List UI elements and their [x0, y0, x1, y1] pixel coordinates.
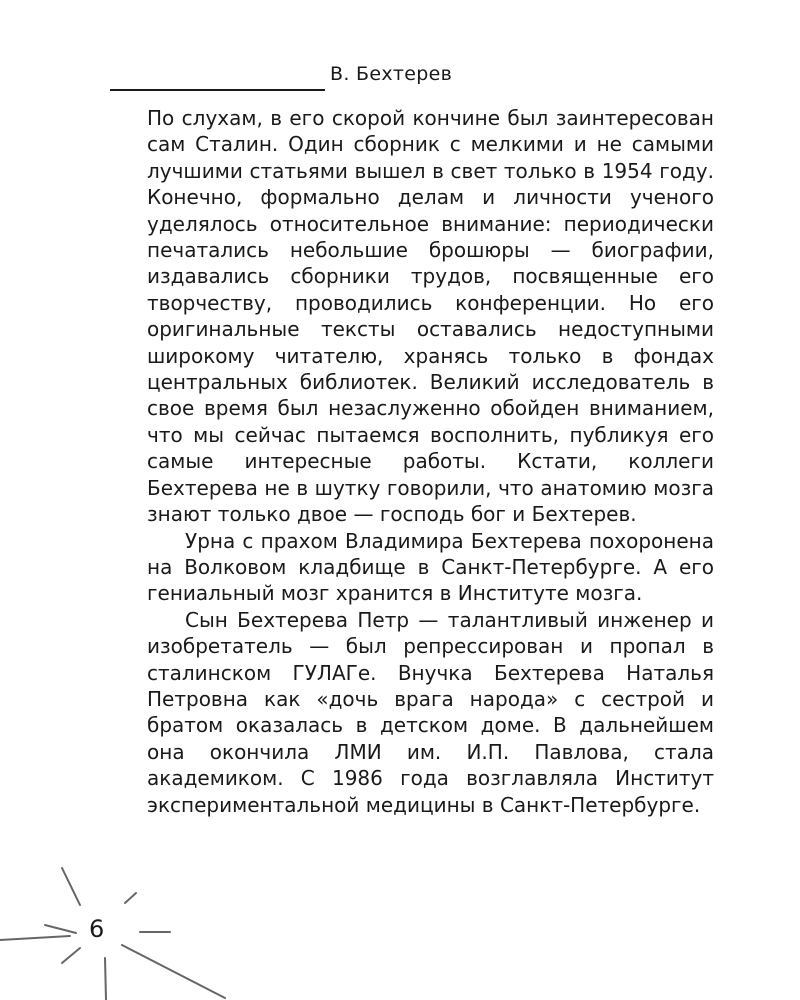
page-number: 6: [89, 915, 105, 943]
running-title: В. Бехтерев: [330, 63, 453, 85]
paragraph-2: Урна с прахом Владимира Бехтерева похоронена на Волковом кладбище в Санкт-Петербурге. А его гениальный мозг хранится в Институте мозга.: [147, 528, 714, 606]
body-text: [147, 105, 714, 818]
paragraph-1: По слухам, в его скорой кончине был заинтересован сам Сталин. Один сборник с мелкими и не самыми лучшими статьями вышел в свет только в 1954 году. Конечно, формально делам и личности ученого уделялось относительное внимание: периодически печатались небольшие брошюры — биографии, издавались сборники трудов, посвященные его творчеству, проводились конференции. Но его оригинальные тексты оставались недоступными широкому читателю, хранясь только в фондах центральных библиотек. Великий исследователь в свое время был незаслуженно обойден вниманием, что мы сейчас пытаемся восполнить, публикуя его самые интересные работы. Кстати, коллеги Бехтерева не в шутку говорили, что анатомию мозга знают только двое — господь бог и Бехтерев.: [147, 106, 714, 527]
paragraph-3: Сын Бехтерева Петр — талантливый инженер и изобретатель — был репрессирован и пропал в сталинском ГУЛАГе. Внучка Бехтерева Наталья Петровна как «дочь врага народа» с сестрой и братом оказалась в детском доме. В дальнейшем она окончила ЛМИ им. И.П. Павлова, стала академиком. С 1986 года возглавляла Институт экспериментальной медицины в Санкт-Петербурге.: [147, 607, 714, 817]
header-rule: [110, 89, 325, 91]
